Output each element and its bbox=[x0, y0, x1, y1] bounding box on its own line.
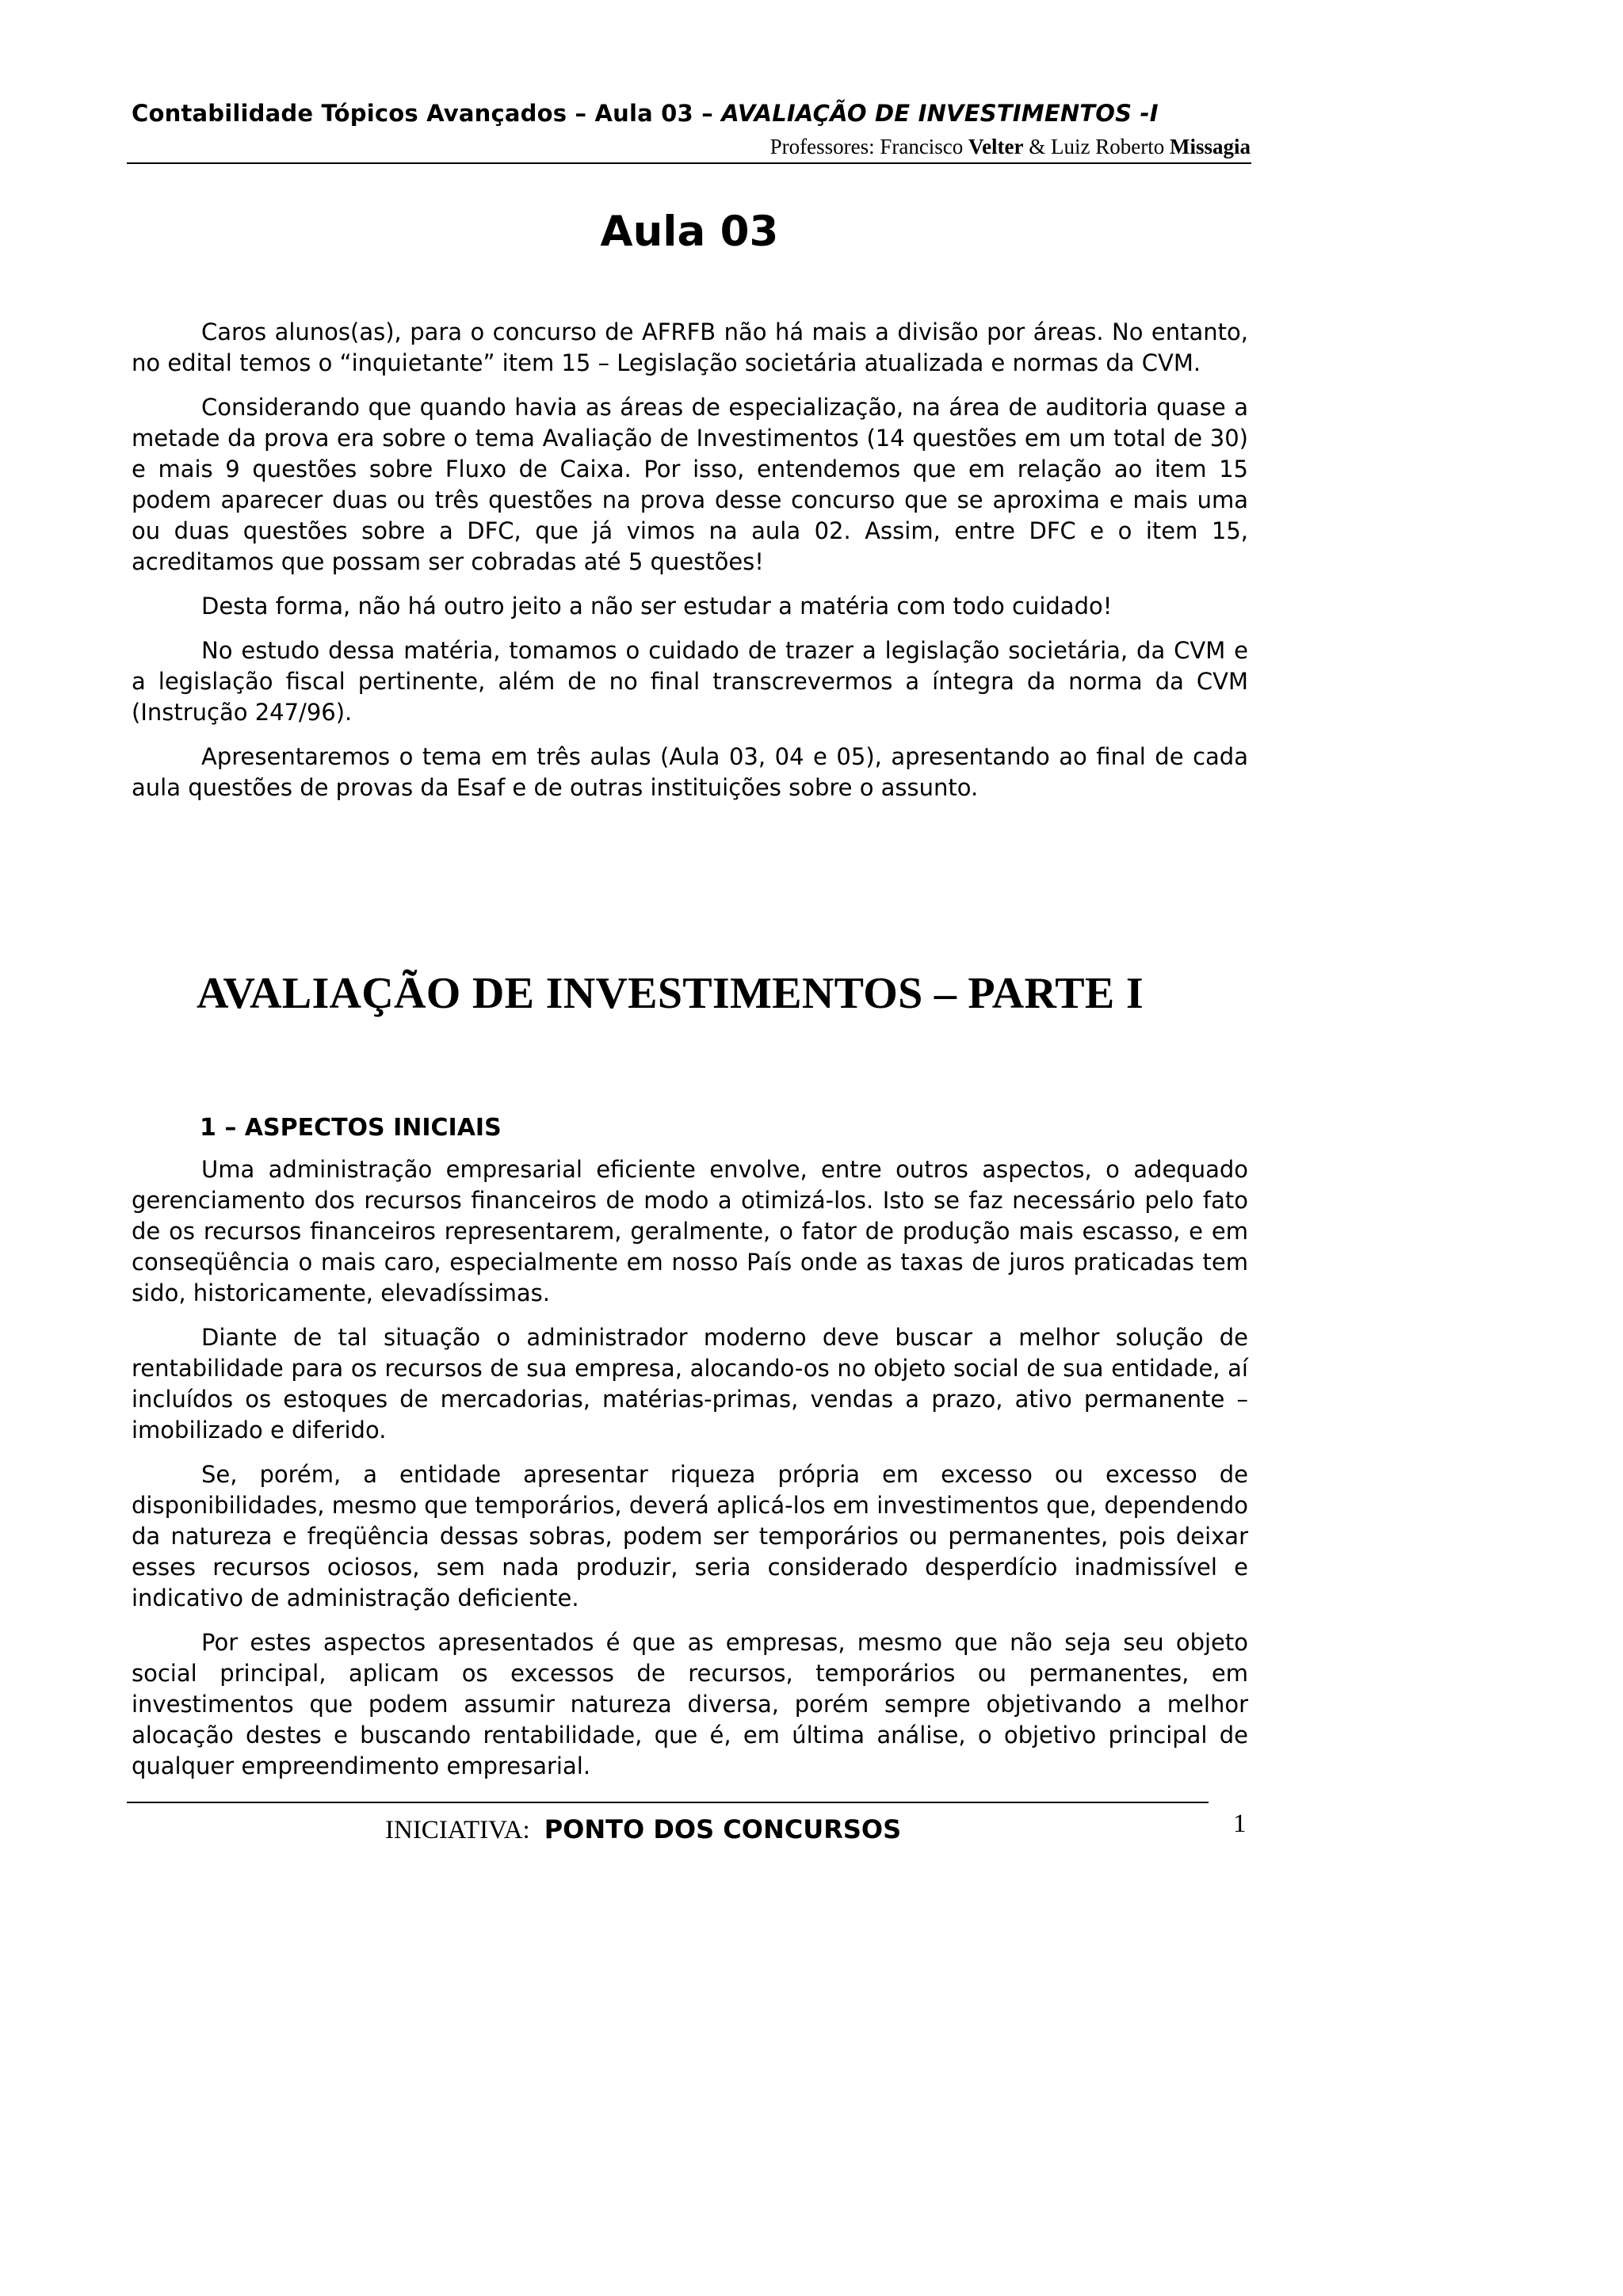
page-title bbox=[0, 208, 1379, 256]
header-course-line bbox=[132, 100, 1159, 127]
section-paragraph-2: Diante de tal situação o administrador moderno deve buscar a melhor solução de rentabilidade para os recursos de sua empresa, alocando-os no objeto social de sua entidade, aí incluídos os estoques de mercadorias, matérias-primas, vendas a prazo, ativo permanente – imobilizado e diferido. bbox=[132, 1324, 1248, 1444]
intro-paragraph-4: No estudo dessa matéria, tomamos o cuidado de trazer a legislação societária, da CVM e a legislação fiscal pertinente, além de no final transcrevermos a íntegra da norma da CVM (Instrução 247/96). bbox=[132, 637, 1248, 726]
section-title: AVALIAÇÃO DE INVESTIMENTOS – PARTE I bbox=[197, 969, 1144, 1018]
intro-paragraph-5: Apresentaremos o tema em três aulas (Aula 03, 04 e 05), apresentando ao final de cada aula questões de provas da Esaf e de outras instituições sobre o assunto. bbox=[132, 743, 1248, 801]
header-professors-label: Professores: Francisco bbox=[769, 135, 964, 158]
header-rule bbox=[127, 162, 1251, 164]
footer-label: INICIATIVA: bbox=[385, 1816, 530, 1844]
header-course: Contabilidade Tópicos Avançados – Aula 03 – bbox=[132, 100, 713, 127]
intro-paragraph-1: Caros alunos(as), para o concurso de AFRFB não há mais a divisão por áreas. No entanto, no edital temos o “inquietante” item 15 – Legislação societária atualizada e normas da CVM. bbox=[132, 318, 1248, 376]
section-paragraph-4: Por estes aspectos apresentados é que as empresas, mesmo que não seja seu objeto social principal, aplicam os excessos de recursos, temporários ou permanentes, em investimentos que podem assumir natureza diversa, porém sempre objetivando a melhor alocação destes e buscando rentabilidade, que é, em última análise, o objetivo principal de qualquer empreendimento empresarial. bbox=[132, 1629, 1248, 1779]
intro-section bbox=[132, 317, 1248, 817]
section-paragraph-1: Uma administração empresarial eficiente envolve, entre outros aspectos, o adequado gerenciamento dos recursos financeiros de modo a otimizá-los. Isto se faz necessário pelo fato de os recursos financeiros representarem, geralmente, o fator de produção mais escasso, e em conseqüência o mais caro, especialmente em nosso País onde as taxas de juros praticadas tem sido, historicamente, elevadíssimas. bbox=[132, 1156, 1248, 1306]
header-prof2-surname: Missagia bbox=[1169, 135, 1251, 158]
header-ampersand: & Luiz Roberto bbox=[1029, 135, 1165, 158]
page-number: 1 bbox=[1233, 1810, 1247, 1838]
footer-organization: PONTO DOS CONCURSOS bbox=[544, 1814, 902, 1844]
footer bbox=[385, 1814, 901, 1845]
section-paragraph-3: Se, porém, a entidade apresentar riqueza própria em excesso ou excesso de disponibilidades, mesmo que temporários, deverá aplicá-los em investimentos que, dependendo da natureza e freqüência dessas sobras, podem ser temporários ou permanentes, pois deixar esses recursos ociosos, sem nada produzir, seria considerado desperdício inadmissível e indicativo de administração deficiente. bbox=[132, 1461, 1248, 1611]
intro-paragraph-2: Considerando que quando havia as áreas de especialização, na área de auditoria quase a metade da prova era sobre o tema Avaliação de Investimentos (14 questões em um total de 30) e mais 9 questões sobre Fluxo de Caixa. Por isso, entendemos que em relação ao item 15 podem aparecer duas ou três questões na prova desse concurso que se aproxima e mais uma ou duas questões sobre a DFC, que já vimos na aula 02. Assim, entre DFC e o item 15, acreditamos que possam ser cobradas até 5 questões! bbox=[132, 394, 1248, 575]
header-professors-line bbox=[770, 135, 1251, 159]
aspectos-iniciais-section bbox=[132, 1154, 1248, 1795]
header-prof1-surname: Velter bbox=[968, 135, 1024, 158]
intro-paragraph-3: Desta forma, não há outro jeito a não ser estudar a matéria com todo cuidado! bbox=[201, 593, 1113, 620]
header-topic: AVALIAÇÃO DE INVESTIMENTOS -I bbox=[721, 100, 1159, 127]
footer-rule bbox=[127, 1802, 1209, 1803]
subsection-title: 1 – ASPECTOS INICIAIS bbox=[200, 1114, 502, 1142]
page-title-text: Aula 03 bbox=[600, 208, 779, 256]
